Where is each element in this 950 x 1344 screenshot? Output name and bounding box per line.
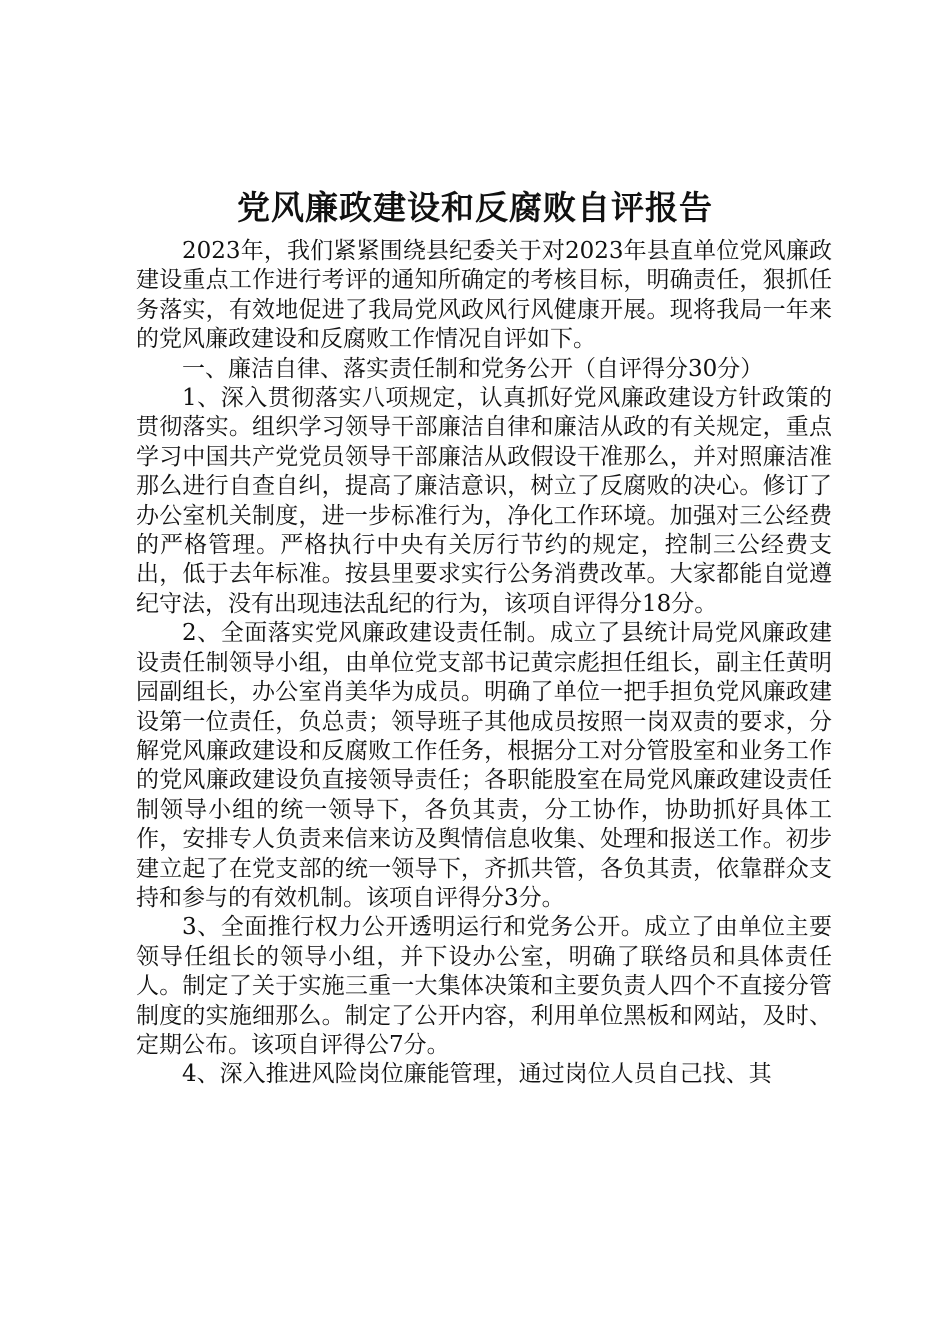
body-paragraph: 1、深入贯彻落实八项规定，认真抓好党风廉政建设方针政策的贯彻落实。组织学习领导干部廉洁自律和廉洁从政的有关规定，重点学习中国共产党党员领导干部廉洁从政假设干准那么，并对照廉洁准那么进行自查自纠，提高了廉洁意识，树立了反腐败的决心。修订了办公室机关制度，进一步标准行为，净化工作环境。加强对三公经费的严格管理。严格执行中央有关厉行节约的规定，控制三公经费支出，低于去年标准。按县里要求实行公务消费改革。大家都能自觉遵纪守法，没有出现违法乱纪的行为，该项自评得分18分。	[136, 385, 832, 617]
document-title: 党风廉政建设和反腐败自评报告	[237, 188, 713, 227]
section-heading: 一、廉洁自律、落实责任制和党务公开（自评得分30分）	[182, 355, 764, 382]
body-paragraph: 2、全面落实党风廉政建设责任制。成立了县统计局党风廉政建设责任制领导小组，由单位党支部书记黄宗彪担任组长，副主任黄明园副组长，办公室肖美华为成员。明确了单位一把手担负党风廉政建设第一位责任，负总责；领导班子其他成员按照一岗双责的要求，分解党风廉政建设和反腐败工作任务，根据分工对分管股室和业务工作的党风廉政建设负直接领导责任；各职能股室在局党风廉政建设责任制领导小组的统一领导下，各负其责，分工协作，协助抓好具体工作，安排专人负责来信来访及舆情信息收集、处理和报送工作。初步建立起了在党支部的统一领导下，齐抓共管，各负其责，依靠群众支持和参与的有效机制。该项自评得分3分。	[136, 620, 832, 911]
document-body	[136, 237, 832, 1090]
intro-paragraph: 2023年，我们紧紧围绕县纪委关于对2023年县直单位党风廉政建设重点工作进行考评的通知所确定的考核目标，明确责任，狠抓任务落实，有效地促进了我局党风政风行风健康开展。现将我局一年来的党风廉政建设和反腐败工作情况自评如下。	[136, 238, 832, 353]
body-paragraph: 4、深入推进风险岗位廉能管理，通过岗位人员自己找、其	[182, 1061, 772, 1088]
body-paragraph: 3、全面推行权力公开透明运行和党务公开。成立了由单位主要领导任组长的领导小组，并下设办公室，明确了联络员和具体责任人。制定了关于实施三重一大集体决策和主要负责人四个不直接分管制度的实施细那么。制定了公开内容，利用单位黑板和网站，及时、定期公布。该项自评得公7分。	[136, 914, 832, 1058]
